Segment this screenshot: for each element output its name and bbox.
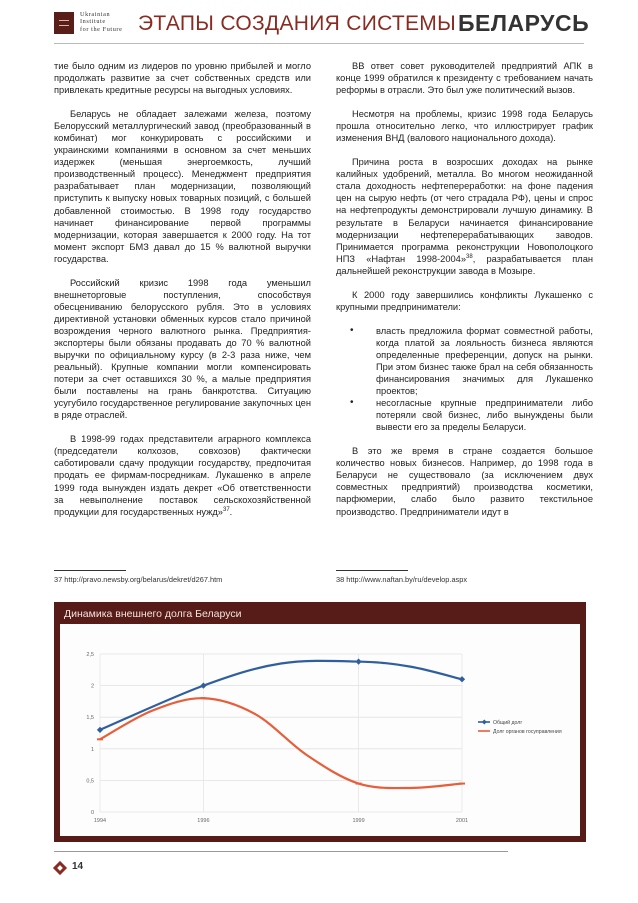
y-tick-label: 1 <box>90 746 94 753</box>
footnote-rule-right <box>336 570 408 571</box>
left-paragraph-4-end: . <box>229 506 233 517</box>
series-line-1 <box>100 698 462 788</box>
x-tick-label: 2001 <box>455 818 469 824</box>
series-line-0 <box>100 661 462 730</box>
right-paragraph-5: В это же время в стране создается большое количество новых бизнесов. Например, до 1998 года в Беларуси не существовало (за исключением двух совместных предприятий) производства косметики, парфюмерии, слабо было развито текстильное производство. Предприниматели идут в <box>336 446 593 517</box>
footnote-ref-37[interactable]: 37 <box>222 506 230 513</box>
left-paragraph-4 <box>54 433 311 517</box>
page-header <box>0 0 638 52</box>
data-point <box>200 682 206 688</box>
page-ornament-icon <box>54 862 66 874</box>
right-paragraph-3-text: Причина роста в возросших доходах на рынке калийных удобрений, металла. Во многом неожиданной стала доходность нефтепереработки: на фоне падения цен на сырую нефть (от чего страдала РФ), цены и спрос на нефтепродукты демонстрировали лучшую динамику. В результате в Беларуси начинается финансирование модернизации нефтеперерабатывающих заводов. Принимается программа реконструкции Новополоцкого НПЗ «Нафтан 1998-2004» <box>336 157 593 264</box>
logo-line-2: Institute <box>80 18 106 26</box>
right-paragraph-1: ВВ ответ совет руководителей предприятий АПК в конце 1999 обратился к президенту с требованием начать реформы в отрасли. Это был уже политический вызов. <box>336 61 593 96</box>
x-tick-label: 1999 <box>352 818 365 824</box>
data-point <box>459 783 465 785</box>
legend-label: Долг органов госуправления <box>493 729 562 735</box>
chart-area <box>60 624 580 836</box>
right-paragraph-2: Несмотря на проблемы, кризис 1998 года Беларусь прошла относительно легко, что иллюстрирует график изменения ВНД (валового национального дохода). <box>336 109 593 144</box>
right-paragraph-3 <box>336 156 593 276</box>
left-paragraph-4-text: В 1998-99 годах представители аграрного комплекса (председатели колхозов, совхозов) фактически саботировали сдачу продукции государству, предпочитая продать ее фирмам-посредникам. Лукашенко в апреле 1999 года вынужден издать декрет «Об ответственности за невыполнение поставок сельскохозяйственной продукции для государственных нужд» <box>54 434 311 517</box>
right-paragraph-3-end: , разрабатывается план дальнейшей реконструкции завода в Мозыре. <box>336 253 593 276</box>
footnote-37[interactable]: 37 http://pravo.newsby.org/belarus/dekret/d267.htm <box>54 575 223 584</box>
chart-title: Динамика внешнего долга Беларуси <box>64 608 242 620</box>
data-point <box>356 783 362 785</box>
data-point <box>97 738 103 740</box>
header-divider <box>54 43 584 44</box>
section-title: ЭТАПЫ СОЗДАНИЯ СИСТЕМЫ <box>138 12 456 35</box>
bullet-item: • несогласные крупные предприниматели либо потеряли свой бизнес, либо вынуждены были вывести его за пределы Беларуси. <box>336 397 593 433</box>
chart-panel <box>54 602 586 842</box>
left-paragraph-1: тие было одним из лидеров по уровню прибылей и могло продолжать развитие за счет собственных средств или привлекать кредитные ресурсы на выгодных условиях. <box>54 61 311 96</box>
logo-line-1: Ukrainian <box>80 11 111 18</box>
footnote-rule-left <box>54 570 126 571</box>
data-point <box>459 676 465 682</box>
right-column <box>336 60 593 518</box>
institute-logo-icon <box>54 12 74 34</box>
footnote-38[interactable]: 38 http://www.naftan.by/ru/develop.aspx <box>336 575 468 584</box>
left-column <box>54 60 311 518</box>
y-tick-label: 2 <box>90 683 94 690</box>
y-tick-label: 2,5 <box>86 652 94 658</box>
footer-divider <box>54 851 508 852</box>
left-paragraph-3: Российский кризис 1998 года уменьшил внешнеторговые поступления, способствуя обесцениванию белорусского рубля. Это в условиях директивной установки обменных курсов стало причиной возрождения черного валютного рынка. Предприятия-экспортеры были обязаны продавать до 70 % валютной выручки по официальному курсу (в 2-3 раза ниже, чем реальный). Крупные компании могли компенсировать потери за счет оставшихся 30 %, а малые предприятия были поставлены на грань банкротства. Ситуацию усугубило государственное регулирование закупочных цен в ряде отраслей. <box>54 277 311 421</box>
legend-label: Общий долг <box>493 720 523 726</box>
x-tick-label: 1994 <box>93 818 107 824</box>
bullet-item: • власть предложила формат совместной работы, когда платой за лояльность бизнеса являются определенные преференции, допуск на рынки. При этом бизнес также брал на себя обязанность финансирования значимых для Лукашенко проектов; <box>336 325 593 397</box>
legend-marker <box>482 719 487 724</box>
page-number: 14 <box>72 861 84 872</box>
x-tick-label: 1996 <box>197 818 210 824</box>
debt-line-chart <box>60 624 580 836</box>
data-point <box>200 697 206 699</box>
y-tick-label: 0,5 <box>86 778 94 785</box>
logo-line-3: for the Future <box>80 25 123 33</box>
y-tick-label: 1,5 <box>86 715 94 722</box>
institute-logo-text <box>80 11 122 33</box>
country-title: БЕЛАРУСЬ <box>458 10 590 36</box>
data-point <box>97 727 103 733</box>
right-paragraph-4: К 2000 году завершились конфликты Лукашенко с крупными предприниматели: <box>336 289 593 312</box>
bullet-list <box>336 325 593 433</box>
y-tick-label: 0 <box>90 810 94 816</box>
data-point <box>355 658 361 664</box>
footnote-ref-38[interactable]: 38 <box>466 253 473 260</box>
left-paragraph-2: Беларусь не обладает залежами железа, поэтому Белорусский металлургический завод (преобразованный в комбинат) мог конкурировать с российскими и украинскими компаниями в основном за счет меньших издержек (меньшая энергоемкость, лучший производственный процесс). Менеджмент предприятия разрабатывает план модернизации, позволяющий приступить к выпуску новых товарных позиций, с большей добавленной стоимостью. В 1998 году государство начинает финансирование первой программы модернизации, которая завершается к 2000 году. На тот момент экспорт БМЗ давал до 15 % валютной выручки государства. <box>54 109 311 264</box>
